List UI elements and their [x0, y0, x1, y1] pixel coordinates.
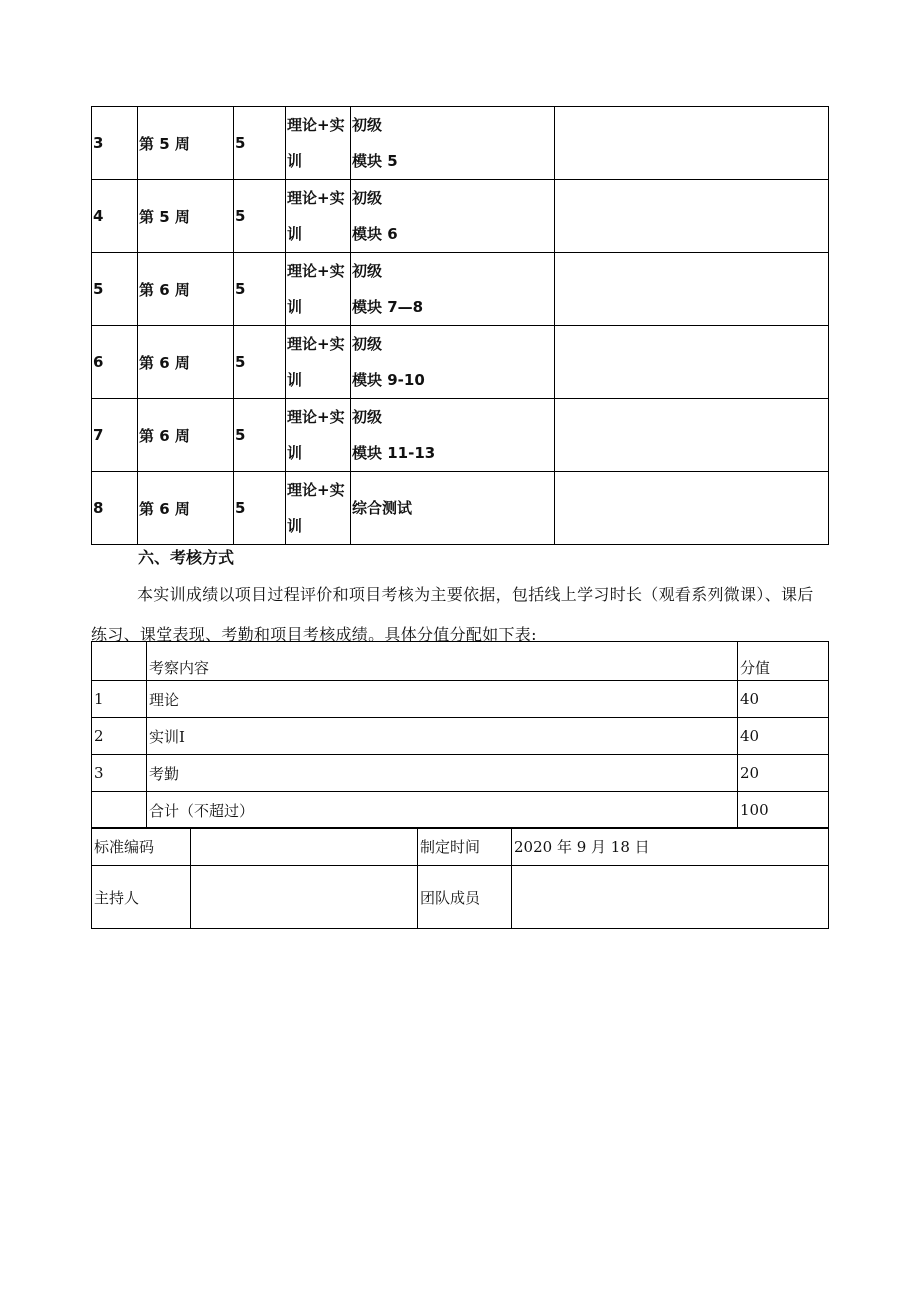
row-notes — [555, 253, 829, 326]
schedule-body — [92, 107, 829, 545]
assessment-content: 实训Ⅰ — [147, 718, 738, 755]
assessment-content: 合计（不超过） — [147, 792, 738, 829]
code-label: 标准编码 — [92, 828, 191, 866]
schedule-row — [92, 253, 829, 326]
row-type-line2: 训 — [287, 225, 303, 243]
meta-row-host — [92, 866, 829, 929]
schedule-table — [91, 106, 829, 545]
assessment-header-score: 分值 — [738, 642, 829, 681]
row-number: 7 — [92, 399, 138, 472]
team-value — [512, 866, 829, 929]
row-week: 第 5 周 — [138, 180, 234, 253]
row-type-line2: 训 — [287, 517, 303, 535]
assessment-body — [92, 642, 829, 829]
row-content — [351, 472, 555, 545]
assessment-score: 20 — [738, 755, 829, 792]
assessment-score: 40 — [738, 681, 829, 718]
row-number: 8 — [92, 472, 138, 545]
schedule-row — [92, 326, 829, 399]
row-week: 第 6 周 — [138, 472, 234, 545]
row-content-line2: 模块 9-10 — [352, 371, 425, 389]
row-hours: 5 — [234, 180, 286, 253]
row-week: 第 6 周 — [138, 253, 234, 326]
assessment-header-content: 考察内容 — [147, 642, 738, 681]
meta-table — [91, 827, 829, 929]
row-content-line1: 初级 — [352, 189, 383, 207]
assessment-score: 40 — [738, 718, 829, 755]
row-type-line1: 理论+实 — [287, 335, 345, 353]
row-type — [286, 180, 351, 253]
row-week: 第 6 周 — [138, 399, 234, 472]
assessment-content: 考勤 — [147, 755, 738, 792]
row-hours: 5 — [234, 472, 286, 545]
row-notes — [555, 107, 829, 180]
row-content-line1: 初级 — [352, 335, 383, 353]
row-type-line2: 训 — [287, 298, 303, 316]
row-content-line1: 综合测试 — [352, 499, 413, 517]
assessment-score: 100 — [738, 792, 829, 829]
row-type-line2: 训 — [287, 152, 303, 170]
row-type — [286, 107, 351, 180]
assessment-no: 2 — [92, 718, 147, 755]
row-type-line1: 理论+实 — [287, 189, 345, 207]
row-type-line2: 训 — [287, 444, 303, 462]
row-content — [351, 253, 555, 326]
row-content — [351, 399, 555, 472]
assessment-row — [92, 718, 829, 755]
row-type — [286, 253, 351, 326]
assessment-row — [92, 792, 829, 829]
row-hours: 5 — [234, 107, 286, 180]
host-value — [191, 866, 418, 929]
assessment-row — [92, 755, 829, 792]
row-content-line2: 模块 6 — [352, 225, 398, 243]
row-content — [351, 180, 555, 253]
row-content-line2: 模块 5 — [352, 152, 398, 170]
row-type-line2: 训 — [287, 371, 303, 389]
schedule-row — [92, 180, 829, 253]
row-week: 第 5 周 — [138, 107, 234, 180]
schedule-row — [92, 472, 829, 545]
row-type — [286, 399, 351, 472]
row-notes — [555, 399, 829, 472]
assessment-row — [92, 681, 829, 718]
row-type-line1: 理论+实 — [287, 262, 345, 280]
row-type — [286, 326, 351, 399]
meta-row-code — [92, 828, 829, 866]
row-hours: 5 — [234, 253, 286, 326]
row-hours: 5 — [234, 399, 286, 472]
schedule-row — [92, 107, 829, 180]
section-heading: 六、考核方式 — [138, 548, 235, 567]
assessment-header-no — [92, 642, 147, 681]
assessment-no — [92, 792, 147, 829]
row-number: 6 — [92, 326, 138, 399]
row-hours: 5 — [234, 326, 286, 399]
host-label: 主持人 — [92, 866, 191, 929]
row-content — [351, 107, 555, 180]
assessment-no: 3 — [92, 755, 147, 792]
schedule-row — [92, 399, 829, 472]
row-content-line1: 初级 — [352, 116, 383, 134]
section-paragraph: 本实训成绩以项目过程评价和项目考核为主要依据，包括线上学习时长（观看系列微课）、课后练习、课堂表现、考勤和项目考核成绩。具体分值分配如下表: — [91, 585, 814, 644]
date-label: 制定时间 — [418, 828, 512, 866]
row-number: 3 — [92, 107, 138, 180]
code-value — [191, 828, 418, 866]
row-notes — [555, 326, 829, 399]
assessment-content: 理论 — [147, 681, 738, 718]
row-type-line1: 理论+实 — [287, 408, 345, 426]
row-content — [351, 326, 555, 399]
row-week: 第 6 周 — [138, 326, 234, 399]
assessment-no: 1 — [92, 681, 147, 718]
row-type — [286, 472, 351, 545]
assessment-table — [91, 641, 829, 829]
team-label: 团队成员 — [418, 866, 512, 929]
assessment-header-row — [92, 642, 829, 681]
row-content-line2: 模块 11-13 — [352, 444, 436, 462]
row-notes — [555, 180, 829, 253]
row-type-line1: 理论+实 — [287, 116, 345, 134]
date-value: 2020 年 9 月 18 日 — [512, 828, 829, 866]
row-number: 5 — [92, 253, 138, 326]
row-content-line1: 初级 — [352, 408, 383, 426]
row-content-line1: 初级 — [352, 262, 383, 280]
row-content-line2: 模块 7—8 — [352, 298, 424, 316]
row-notes — [555, 472, 829, 545]
row-number: 4 — [92, 180, 138, 253]
row-type-line1: 理论+实 — [287, 481, 345, 499]
